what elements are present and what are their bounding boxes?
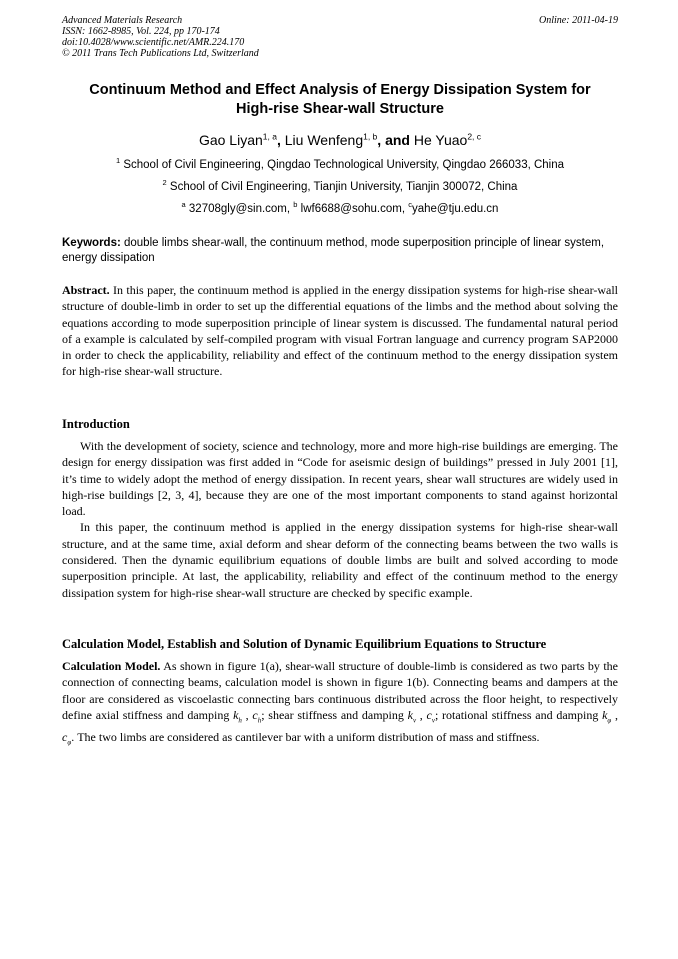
author-separator-and: , and [377, 132, 414, 148]
math-comma: , [611, 707, 618, 722]
online-date: Online: 2011-04-19 [539, 15, 618, 26]
author-affiliation-sup: 1, b [363, 131, 378, 142]
email-sup: c [408, 200, 412, 210]
author-list [62, 131, 618, 149]
journal-header [62, 15, 618, 59]
abstract-label: Abstract. [62, 283, 110, 297]
rotational-stiffness-symbol: $k_\varphi$ [602, 707, 612, 725]
email: yahe@tju.edu.cn [411, 203, 499, 215]
affiliation-sup: 2 [162, 178, 167, 188]
math-comma: , [241, 707, 253, 722]
author-separator: , [276, 132, 285, 148]
paper-title [62, 81, 618, 119]
author-affiliation-sup: 1, a [262, 131, 277, 142]
affiliation-sup: 1 [115, 156, 121, 166]
axial-damping-symbol: $c_h$ [252, 707, 262, 725]
affiliation-text: School of Civil Engineering, Tianjin University, Tianjin 300072, China [169, 181, 518, 193]
affiliation-text: School of Civil Engineering, Qingdao Technological University, Qingdao 266033, China [123, 159, 565, 171]
journal-name: Advanced Materials Research [62, 15, 183, 26]
title-line-2: High-rise Shear-wall Structure [236, 101, 444, 117]
author-name: Gao Liyan [198, 132, 263, 148]
issn-line: ISSN: 1662-8985, Vol. 224, pp 170-174 [62, 26, 220, 37]
keywords [62, 236, 618, 265]
calculation-model-paragraph [62, 658, 618, 750]
introduction-heading: Introduction [62, 417, 130, 431]
calculation-section-heading: Calculation Model, Establish and Solution of Dynamic Equilibrium Equations to Structure [62, 637, 547, 651]
introduction-body [62, 438, 618, 601]
rotational-damping-symbol: $c_\varphi$ [62, 729, 72, 746]
calculation-model-label: Calculation Model. [62, 659, 161, 673]
math-comma: , [416, 707, 427, 722]
calc-text-1: As shown in figure 1(a), shear-wall structure of double-limb is considered as two parts by the connection of connecting beams, calculation model is shown in figure 1(b). Connecting beams and dampers at the floor are considered as viscoelastic connecting bars continuous distributed across the floor height, to respectively define axial stiffness and damping [62, 659, 619, 722]
calc-text-4: . The two limbs are considered as cantilever bar with a uniform distribution of mass and stiffness. [71, 729, 540, 744]
calc-text-2: ; shear stiffness and damping [261, 707, 408, 722]
keywords-text: double limbs shear-wall, the continuum method, mode superposition principle of linear system, energy dissipation [62, 237, 605, 264]
abstract [62, 282, 618, 380]
copyright-line: © 2011 Trans Tech Publications Ltd, Switzerland [62, 48, 259, 59]
email-sup: a [181, 200, 186, 210]
keywords-label: Keywords: [62, 237, 121, 249]
affiliation-1 [62, 158, 618, 172]
calc-text-3: ; rotational stiffness and damping [434, 707, 603, 722]
author-name: Liu Wenfeng [284, 132, 364, 148]
axial-stiffness-symbol: $k_h$ [233, 707, 242, 725]
calculation-model-body [62, 658, 618, 750]
shear-damping-symbol: $c_v$ [426, 707, 435, 725]
author-name: He Yuao [413, 132, 468, 148]
affiliation-2 [62, 180, 618, 194]
email-sup: b [293, 200, 298, 210]
email-list [62, 202, 618, 216]
abstract-text: In this paper, the continuum method is applied in the energy dissipation systems for high-rise shear-wall structure of double-limb in order to set up the differential equations of the limbs and the method about solving the equations according to mode superposition principle of linear system is discussed. The fundamental natural period of a example is calculated by self-compiled program with visual Fortran language and currency program SAP2000 in order to check the applicability, reliability and effect of the continuum method to the energy dissipation system for high-rise shear-wall structure. [62, 283, 618, 379]
email: 32708gly@sin.com, [188, 203, 294, 215]
doi-line: doi:10.4028/www.scientific.net/AMR.224.170 [62, 37, 245, 48]
shear-stiffness-symbol: $k_v$ [407, 707, 417, 725]
introduction-paragraph-2: In this paper, the continuum method is applied in the energy dissipation systems for high-rise shear-wall structure, and at the same time, axial deform and shear deform of the connecting beams between the two walls is considered. Then the dynamic equilibrium equations of double limbs are built and solved according to mode superposition principle. At last, the applicability, reliability and effect of the continuum method to the energy dissipation system for high-rise shear-wall structure are checked by specific example. [62, 520, 618, 600]
introduction-paragraph-1: With the development of society, science and technology, more and more high-rise buildings are emerging. The design for energy dissipation was first added in “Code for aseismic design of buildings” pressed in July 2001 [1], it’s time to widely adopt the method of energy dissipation. In recent years, shear wall structures are widely used in high-rise buildings [2, 3, 4], because they are one of the most important components to stand against horizontal load. [62, 439, 618, 519]
email: lwf6688@sohu.com, [300, 203, 409, 215]
title-line-1: Continuum Method and Effect Analysis of Energy Dissipation System for [89, 82, 591, 98]
author-affiliation-sup: 2, c [467, 131, 482, 142]
